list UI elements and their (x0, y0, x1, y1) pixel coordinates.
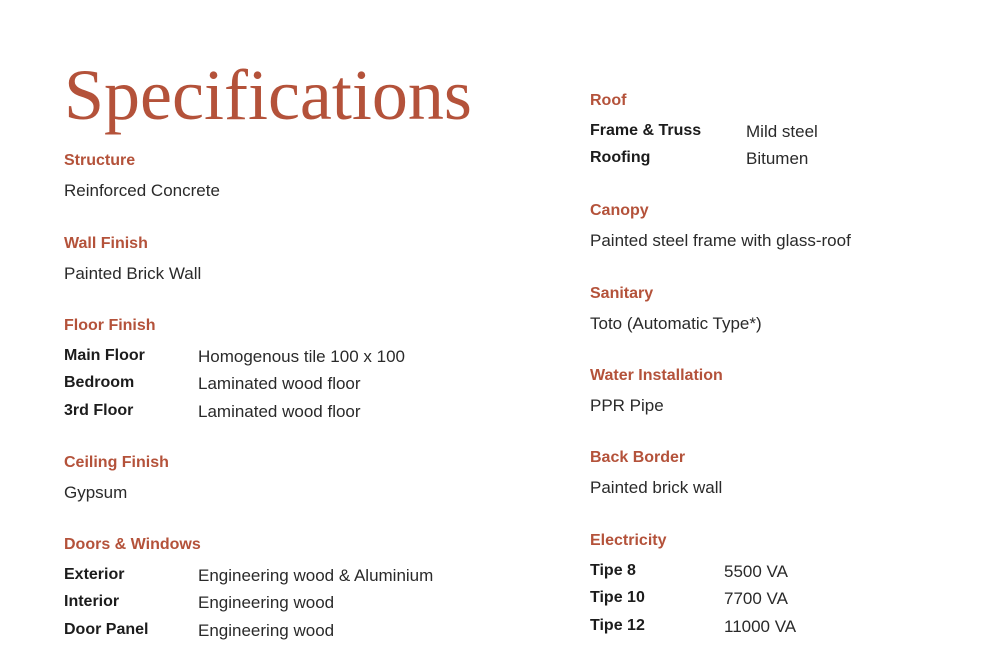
group-heading: Electricity (590, 532, 667, 549)
spec-value: 11000 VA (724, 616, 797, 636)
spec-group-water-installation (590, 365, 723, 418)
group-heading: Floor Finish (64, 317, 156, 334)
spec-group-sanitary (590, 283, 762, 336)
spec-label: Frame & Truss (590, 121, 702, 139)
spec-label: Tipe 8 (590, 561, 636, 579)
group-heading: Canopy (590, 202, 649, 219)
spec-group-back-border (590, 447, 722, 500)
spec-value: Laminated wood floor (198, 374, 361, 394)
spec-value: 5500 VA (724, 561, 788, 581)
spec-group-canopy (590, 200, 851, 253)
spec-group-roof (590, 90, 818, 173)
spec-label: 3rd Floor (64, 401, 134, 419)
spec-group-structure (64, 150, 220, 203)
spec-label: Door Panel (64, 620, 149, 638)
group-text: PPR Pipe (590, 395, 664, 415)
group-heading: Doors & Windows (64, 536, 201, 553)
spec-row (64, 398, 405, 426)
spec-row (590, 145, 818, 173)
group-rows (590, 118, 818, 173)
spec-group-floor-finish (64, 315, 405, 425)
spec-group-wall-finish (64, 233, 201, 286)
spec-value: Engineering wood & Aluminium (198, 565, 434, 585)
group-heading: Water Installation (590, 367, 723, 384)
spec-row (590, 558, 796, 586)
group-rows (64, 562, 433, 645)
group-text: Gypsum (64, 482, 128, 502)
group-heading: Structure (64, 152, 136, 169)
spec-row (64, 370, 405, 398)
group-text: Painted Brick Wall (64, 263, 202, 283)
spec-value: Engineering wood (198, 620, 335, 640)
spec-group-ceiling-finish (64, 452, 169, 505)
spec-value: 7700 VA (724, 589, 788, 609)
spec-label: Interior (64, 593, 120, 611)
spec-row (64, 562, 433, 590)
spec-value: Homogenous tile 100 x 100 (198, 346, 405, 366)
group-heading: Ceiling Finish (64, 454, 169, 471)
group-text: Reinforced Concrete (64, 180, 220, 200)
group-rows (590, 558, 796, 641)
spec-label: Tipe 12 (590, 616, 645, 634)
group-rows (64, 343, 405, 426)
group-text: Toto (Automatic Type*) (590, 313, 762, 333)
spec-row (64, 617, 433, 645)
group-heading: Roof (590, 92, 627, 109)
spec-row (590, 613, 796, 641)
group-text: Painted brick wall (590, 477, 723, 497)
spec-label: Roofing (590, 149, 651, 167)
spec-label: Tipe 10 (590, 589, 645, 607)
spec-value: Laminated wood floor (198, 401, 361, 421)
spec-value: Bitumen (746, 149, 809, 169)
spec-value: Engineering wood (198, 593, 335, 613)
spec-row (64, 343, 405, 371)
group-heading: Wall Finish (64, 235, 148, 252)
spec-row (590, 585, 796, 613)
page-title: Specifications (64, 55, 472, 136)
spec-group-doors-windows (64, 534, 433, 644)
spec-row (64, 589, 433, 617)
spec-label: Bedroom (64, 374, 135, 392)
spec-label: Main Floor (64, 346, 145, 364)
group-heading: Back Border (590, 449, 686, 466)
spec-row (590, 118, 818, 146)
group-text: Painted steel frame with glass-roof (590, 230, 851, 250)
spec-label: Exterior (64, 565, 125, 583)
group-heading: Sanitary (590, 285, 654, 302)
spec-value: Mild steel (746, 121, 818, 141)
spec-group-electricity (590, 530, 796, 640)
